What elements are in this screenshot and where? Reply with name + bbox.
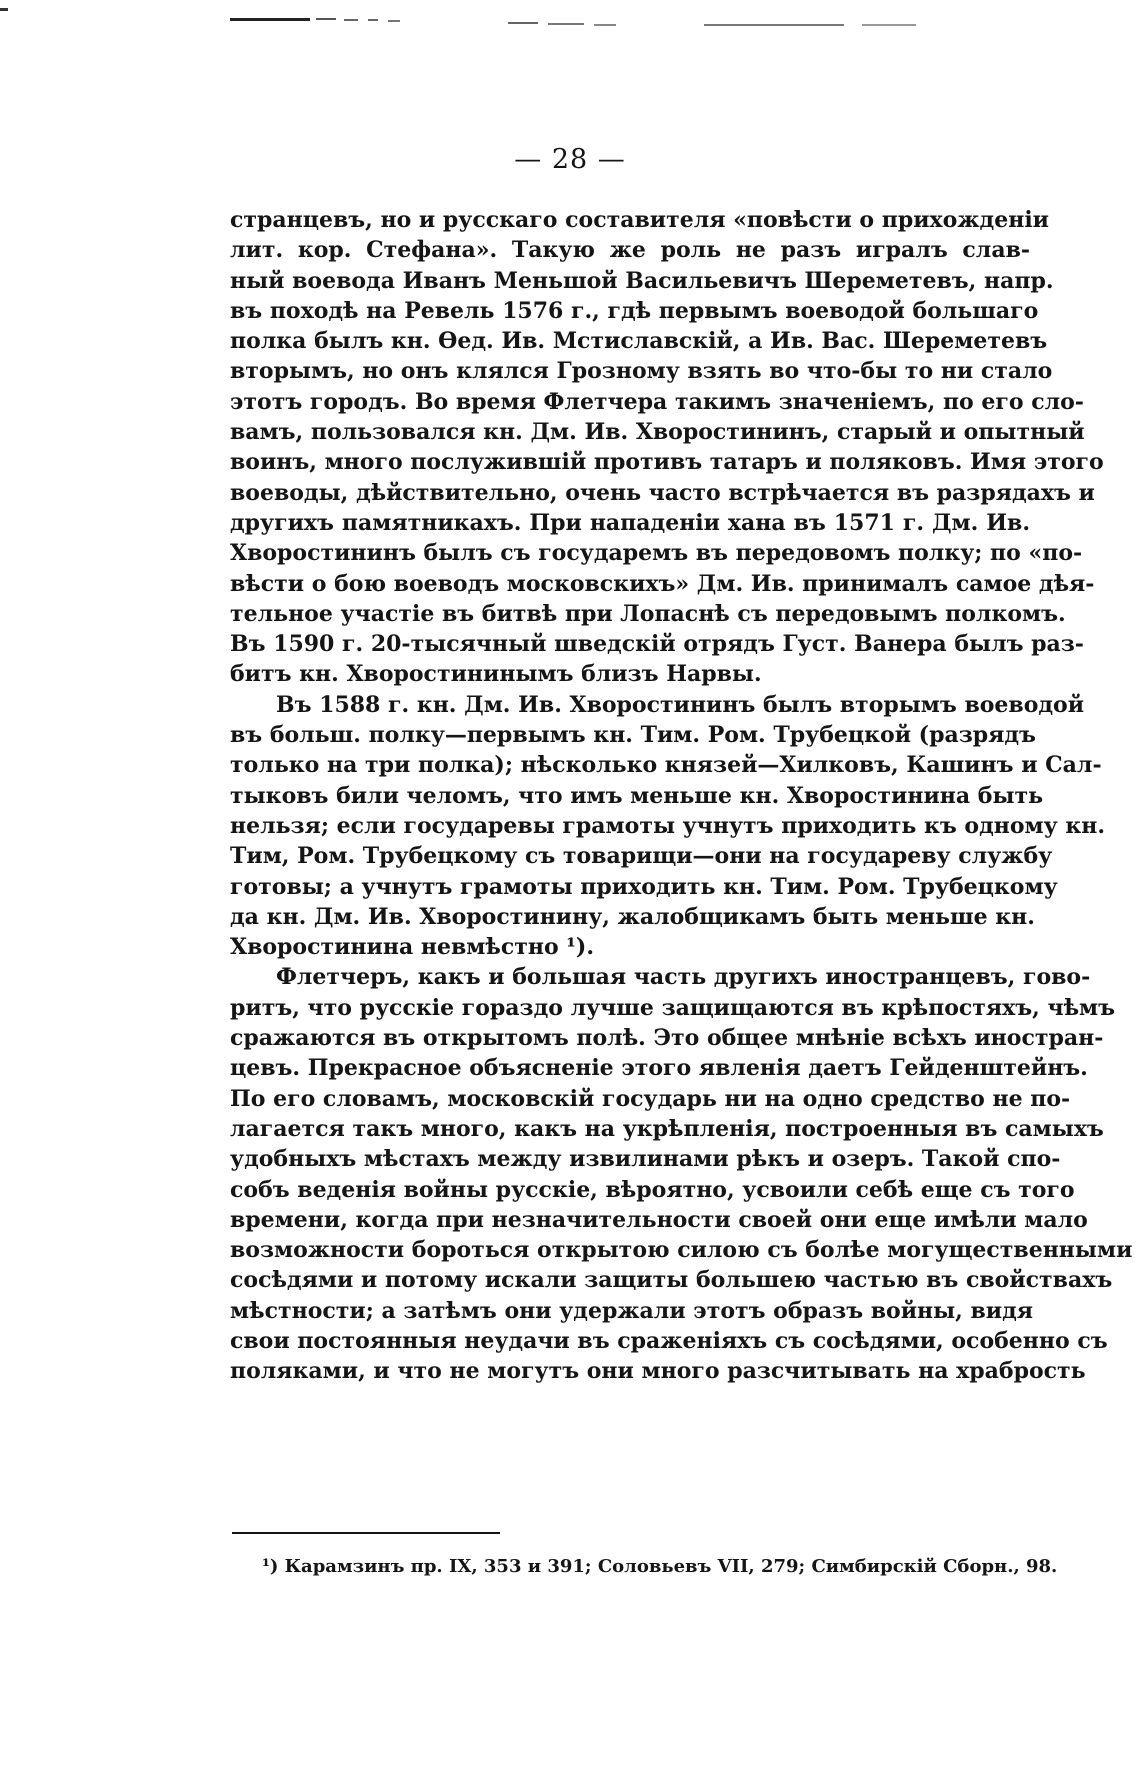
text-line: въ больш. полку—первымъ кн. Тим. Ром. Трубецкой (разрядъ bbox=[230, 722, 1036, 749]
text-line: сосѣдями и потому искали защиты большею частью въ свойствахъ bbox=[230, 1267, 1113, 1294]
text-line: тельное участіе въ битвѣ при Лопаснѣ съ передовымъ полкомъ. bbox=[230, 600, 1066, 627]
text-line: нельзя; если государевы грамоты учнутъ приходить къ одному кн. bbox=[230, 812, 1106, 839]
text-line: времени, когда при незначительности своей они еще имѣли мало bbox=[230, 1206, 1088, 1233]
text-line: Хворостининъ былъ съ государемъ въ передовомъ полку; по «по- bbox=[230, 540, 1083, 567]
text-line: воеводы, дѣйствительно, очень часто встрѣчается въ разрядахъ и bbox=[230, 479, 1095, 506]
text-line: этотъ городъ. Во время Флетчера такимъ значеніемъ, по его сло- bbox=[230, 388, 1084, 415]
text-line: полка былъ кн. Ѳед. Ив. Мстиславскій, а Ив. Вас. Шереметевъ bbox=[230, 328, 1048, 355]
text-line: цевъ. Прекрасное объясненіе этого явленія даетъ Гейденштейнъ. bbox=[230, 1055, 1088, 1082]
text-line: поляками, и что не могутъ они много разсчитывать на храбрость bbox=[230, 1358, 1086, 1385]
text-line: лагается такъ много, какъ на укрѣпленія, построенныя въ самыхъ bbox=[230, 1115, 1104, 1142]
paragraph-1 bbox=[230, 205, 1104, 690]
footnote: ¹) Карамзинъ пр. IX, 353 и 391; Соловьевъ VII, 279; Симбирскій Сборн., 98. bbox=[262, 1556, 1058, 1577]
text-line: лит. кор. Стефана». Такую же роль не разъ игралъ слав- bbox=[230, 237, 1030, 264]
text-line: По его словамъ, московскій государь ни на одно средство не по- bbox=[230, 1085, 1071, 1112]
text-line: да кн. Дм. Ив. Хворостинину, жалобщикамъ быть меньше кн. bbox=[230, 903, 1035, 930]
text-line: вамъ, пользовался кн. Дм. Ив. Хворостининъ, старый и опытный bbox=[230, 419, 1085, 446]
text-line: собъ веденія войны русскіе, вѣроятно, усвоили себѣ еще съ того bbox=[230, 1176, 1075, 1203]
text-line: Тим, Ром. Трубецкому съ товарищи—они на государеву службу bbox=[230, 843, 1053, 870]
text-line: странцевъ, но и русскаго составителя «повѣсти о прихожденіи bbox=[230, 207, 1049, 233]
scan-artifact-marks bbox=[0, 6, 1140, 26]
text-line: Въ 1590 г. 20-тысячный шведскій отрядъ Густ. Ванера былъ раз- bbox=[230, 631, 1084, 658]
text-line: сражаются въ открытомъ полѣ. Это общее мнѣніе всѣхъ иностран- bbox=[230, 1025, 1104, 1052]
paragraph-3 bbox=[230, 962, 1133, 1386]
text-line: готовы; а учнутъ грамоты приходить кн. Тим. Ром. Трубецкому bbox=[230, 873, 1058, 900]
text-line: вѣсти о бою воеводъ московскихъ» Дм. Ив. принималъ самое дѣя- bbox=[230, 570, 1095, 597]
text-line: возможности бороться открытою силою съ болѣе могущественными bbox=[230, 1237, 1133, 1264]
text-line: Флетчеръ, какъ и большая часть другихъ иностранцевъ, гово- bbox=[276, 964, 1091, 991]
page-number: — 28 — bbox=[514, 144, 626, 175]
text-line: ритъ, что русскіе гораздо лучше защищаются въ крѣпостяхъ, чѣмъ bbox=[230, 994, 1116, 1021]
text-line: тыковъ били челомъ, что имъ меньше кн. Хворостинина быть bbox=[230, 782, 1044, 809]
text-line: воинъ, много послужившій противъ татаръ и поляковъ. Имя этого bbox=[230, 449, 1104, 476]
text-line: только на три полка); нѣсколько князей—Хилковъ, Кашинъ и Сал- bbox=[230, 752, 1102, 779]
text-line: вторымъ, но онъ клялся Грозному взять во что-бы то ни стало bbox=[230, 358, 1053, 385]
text-line: ный воевода Иванъ Меньшой Васильевичъ Шереметевъ, напр. bbox=[230, 267, 1054, 294]
text-line: свои постоянныя неудачи въ сраженіяхъ съ сосѣдями, особенно съ bbox=[230, 1327, 1108, 1354]
text-line: битъ кн. Хворостининымъ близъ Нарвы. bbox=[230, 661, 762, 688]
text-line: удобныхъ мѣстахъ между извилинами рѣкъ и озеръ. Такой спо- bbox=[230, 1146, 1061, 1173]
text-body bbox=[230, 205, 1133, 1387]
text-line: Въ 1588 г. кн. Дм. Ив. Хворостининъ былъ вторымъ воеводой bbox=[276, 691, 1085, 718]
footnote-divider bbox=[232, 1532, 500, 1534]
text-line: другихъ памятникахъ. При нападеніи хана въ 1571 г. Дм. Ив. bbox=[230, 509, 1030, 536]
text-line: въ походѣ на Ревель 1576 г., гдѣ первымъ воеводой большаго bbox=[230, 297, 1039, 324]
text-line: мѣстности; а затѣмъ они удержали этотъ образъ войны, видя bbox=[230, 1297, 1033, 1324]
paragraph-2 bbox=[230, 690, 1106, 963]
text-line: Хворостинина невмѣстно ¹). bbox=[230, 934, 594, 961]
